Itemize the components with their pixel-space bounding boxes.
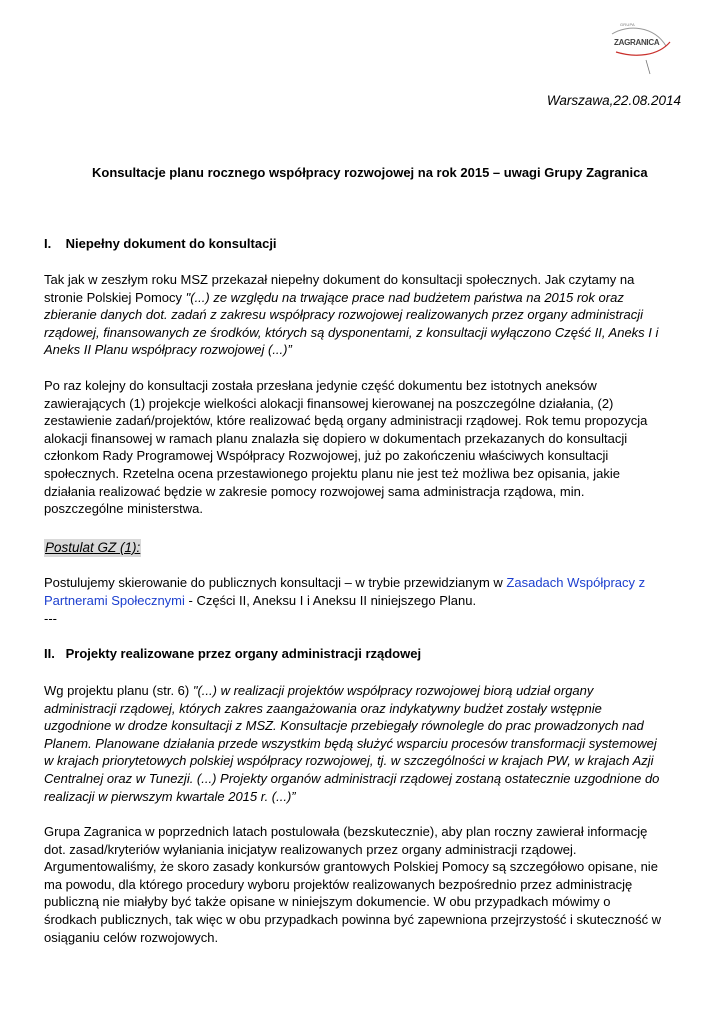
title-main: Konsultacje planu rocznego współpracy rozwojowej na rok 2015 – uwagi: [92, 165, 545, 180]
text-line: Po raz kolejny do konsultacji została przesłana jedynie część dokumentu bez istotnych aneksów: [44, 378, 597, 393]
text-run: Wg projektu planu (str. 6): [44, 683, 193, 698]
text-line: środkach publicznych, tak więc w obu przypadkach powinna być zapewniona przejrzystość i skuteczność w: [44, 911, 662, 927]
grupa-zagranica-logo: [606, 22, 678, 80]
section-2-paragraph-1: [44, 682, 684, 805]
text-run: Postulujemy skierowanie do publicznych konsultacji – w trybie przewidzianym w: [44, 575, 507, 590]
text-line: zestawienie zadań/projektów, które realizować będą organy administracji rządowej. Rok temu propozycja: [44, 413, 648, 429]
section-2-paragraph-2: [44, 823, 684, 946]
text-line: zawierających (1) projekcje wielkości alokacji finansowej kierowanej na poszczególne działania, (2): [44, 395, 614, 411]
section-1-number: I.: [44, 236, 52, 251]
text-line: publiczną nie miałyby być także opisane w niniejszym dokumencie. W obu przypadkach mówimy o: [44, 894, 611, 910]
quote-run: "(...) ze względu na trwające prace nad budżetem państwa na 2015 rok oraz: [185, 289, 624, 305]
section-2-number: II.: [44, 646, 55, 661]
text-line: Tak jak w zeszłym roku MSZ przekazał niepełny dokument do konsultacji społecznych. Jak czytamy na: [44, 272, 635, 287]
title-org: Grupy Zagranica: [544, 165, 648, 180]
section-1-title: Niepełny dokument do konsultacji: [65, 236, 277, 251]
partnerami-spolecznymi-link[interactable]: Partnerami Społecznymi: [44, 592, 185, 608]
document-date: Warszawa,22.08.2014: [546, 93, 681, 108]
text-line: członkom Rady Programowej Współpracy Rozwojowej, już po zakończeniu właściwych konsultacji: [44, 448, 609, 464]
zasady-wspolpracy-link[interactable]: Zasadach Współpracy z: [506, 575, 646, 590]
text-line: Argumentowaliśmy, że skoro zasady konkursów grantowych Polskiej Pomocy są szczegółowo opisane, nie: [44, 859, 658, 875]
text-line: [44, 682, 684, 700]
section-1-heading: [44, 236, 277, 251]
section-separator: ---: [44, 611, 57, 626]
text-line: dot. zasad/kryteriów wyłaniania inicjatyw realizowanych przez organy administracji rządowej.: [44, 841, 577, 857]
quote-line: uzgodnione w drodze konsultacji z MSZ. Konsultacje przebiegały równolegle do prac prowadzonych nad: [44, 718, 644, 734]
text-line: alokacji finansowej w ramach planu znalazła się dopiero w dokumentach przekazanych do konsultacji: [44, 430, 628, 446]
text-line: ma powodu, dla którego procedury wyboru projektów realizowanych bezpośrednio przez administrację: [44, 876, 633, 892]
logo-small-text: GRUPA: [620, 22, 635, 27]
text-line: Grupa Zagranica w poprzednich latach postulowała (bezskutecznie), aby plan roczny zawierał informację: [44, 824, 648, 839]
section-2-title: Projekty realizowane przez organy administracji rządowej: [65, 646, 422, 661]
text-line: [44, 289, 684, 307]
postulat-label: Postulat GZ (1):: [45, 540, 141, 555]
document-title: [92, 165, 648, 180]
logo-name: ZAGRANICA: [614, 38, 660, 47]
section-1-paragraph-3: [44, 574, 684, 609]
text-line: osiąganiu celów rozwojowych.: [44, 929, 219, 945]
text-line: [44, 574, 684, 592]
logo-swoosh-icon: [606, 22, 678, 80]
quote-line: w krajach priorytetowych polskiej współpracy rozwojowej, tj. w szczególności w krajach PW, w krajach Azji: [44, 753, 654, 769]
section-2-heading: [44, 646, 421, 661]
text-line: działania realizować będzie w zakresie pomocy rozwojowej sama administracja rządowa, min.: [44, 483, 585, 499]
quote-line: Aneks II Planu współpracy rozwojowej (...)”: [44, 342, 292, 358]
quote-line: administracji rządowej, których zakres zaangażowania oraz indykatywny budżet zostały wstępnie: [44, 700, 602, 716]
text-line: społecznych. Rzetelna ocena przestawionego projektu planu nie jest też możliwa bez opisania, jakie: [44, 465, 620, 481]
text-run: - Części II, Aneksu I i Aneksu II niniejszego Planu.: [184, 592, 477, 608]
quote-line: Centralnej oraz w Tunezji. (...) Projekty organów administracji rządowej zostaną ostatecznie uzgodnione do: [44, 770, 660, 786]
text-line: poszczególne ministerstwa.: [44, 501, 203, 517]
quote-line: rządowej, finansowanych ze środków, których są dysponentami, z konsultacji wyłączono Część II, Aneks I i: [44, 324, 659, 340]
section-1-paragraph-2: [44, 377, 684, 518]
quote-line: Planem. Planowane działania przede wszystkim będą służyć wsparciu procesów transformacji systemowej: [44, 735, 657, 751]
quote-run: "(...) w realizacji projektów współpracy rozwojowej biorą udział organy: [192, 683, 594, 698]
quote-line: zbieranie danych dot. zadań z zakresu współpracy rozwojowej realizowanych przez organy administracji: [44, 307, 644, 323]
section-1-paragraph-1: [44, 271, 684, 359]
quote-line: realizacji w pierwszym kwartale 2015 r. (...)”: [44, 788, 296, 804]
text-run: stronie Polskiej Pomocy: [44, 289, 186, 305]
text-line: [44, 592, 684, 610]
